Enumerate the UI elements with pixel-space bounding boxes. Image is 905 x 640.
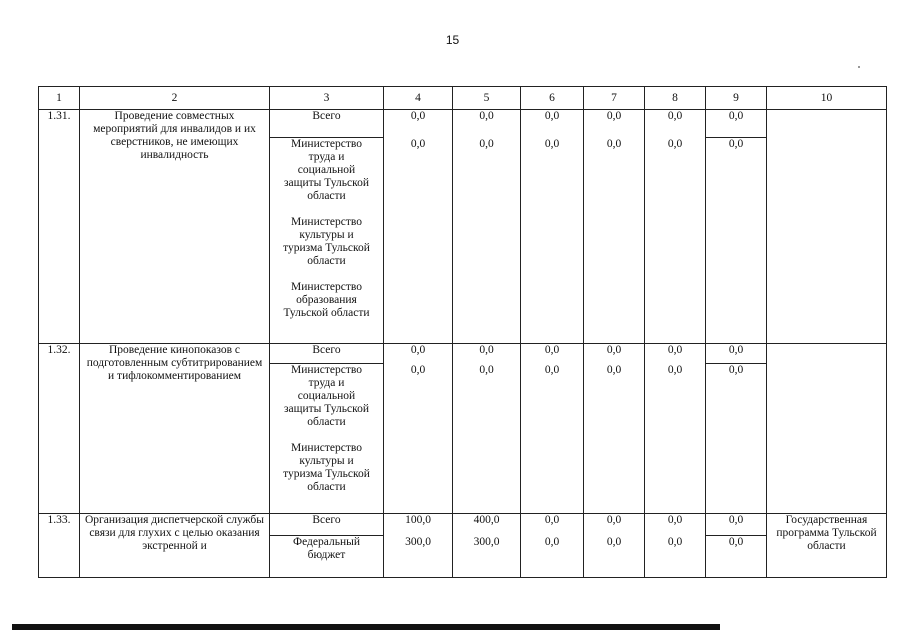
- table-row: [39, 344, 887, 364]
- value-cell: 0,0: [521, 138, 584, 344]
- header-cell: 2: [80, 87, 270, 110]
- executor-name: [273, 442, 380, 494]
- note-cell: [767, 344, 887, 514]
- value-cell: 0,0: [645, 514, 706, 536]
- value-cell: 0,0: [584, 110, 645, 138]
- header-cell: 5: [453, 87, 521, 110]
- executor-line: области: [307, 416, 346, 428]
- activity-name: Проведение кинопоказов с подготовленным субтитрированием и тифлокомментированием: [80, 344, 270, 514]
- header-cell: 10: [767, 87, 887, 110]
- value-cell: 0,0: [645, 138, 706, 344]
- value-cell: 0,0: [584, 514, 645, 536]
- row-number: 1.31.: [39, 110, 80, 344]
- value-cell: 0,0: [645, 364, 706, 514]
- executor-line: образования: [296, 294, 357, 306]
- value-cell: 0,0: [584, 364, 645, 514]
- value-cell: 100,0: [384, 514, 453, 536]
- executor-cell: [270, 138, 384, 344]
- value-cell: 0,0: [521, 110, 584, 138]
- executor-line: культуры и: [299, 229, 354, 241]
- executor-line: Федеральный: [293, 536, 360, 548]
- header-cell: 4: [384, 87, 453, 110]
- value-cell: 0,0: [645, 110, 706, 138]
- value-cell: 0,0: [453, 344, 521, 364]
- value-cell: 300,0: [384, 536, 453, 578]
- value-cell: 0,0: [584, 536, 645, 578]
- executor-line: социальной: [297, 390, 356, 402]
- page-number: 15: [445, 33, 460, 47]
- executor-line: области: [307, 481, 346, 493]
- executor-name: [273, 364, 380, 429]
- value-cell: 0,0: [384, 364, 453, 514]
- executor-line: области: [307, 255, 346, 267]
- executor-line: Министерство: [291, 364, 362, 376]
- scan-edge-bar: [12, 624, 720, 630]
- table-row: [39, 514, 887, 536]
- executor-line: труда и: [308, 377, 345, 389]
- executor-name: [273, 536, 380, 562]
- value-cell: 0,0: [706, 514, 767, 536]
- program-table: [38, 86, 887, 578]
- executor-line: культуры и: [299, 455, 354, 467]
- value-cell: 0,0: [521, 344, 584, 364]
- funding-total-label: Всего: [270, 110, 384, 138]
- header-cell: 1: [39, 87, 80, 110]
- note-cell: Государственная программа Тульской области: [767, 514, 887, 578]
- header-cell: 7: [584, 87, 645, 110]
- value-cell: 0,0: [706, 536, 767, 578]
- executor-cell: [270, 536, 384, 578]
- executor-line: Министерство: [291, 138, 362, 150]
- value-cell: 300,0: [453, 536, 521, 578]
- value-cell: 0,0: [384, 138, 453, 344]
- header-cell: 8: [645, 87, 706, 110]
- header-cell: 6: [521, 87, 584, 110]
- note-cell: [767, 110, 887, 344]
- executor-line: туризма Тульской: [283, 242, 370, 254]
- executor-line: труда и: [308, 151, 345, 163]
- value-cell: 0,0: [706, 138, 767, 344]
- value-cell: 0,0: [584, 138, 645, 344]
- executor-line: Министерство: [291, 442, 362, 454]
- executor-line: Министерство: [291, 281, 362, 293]
- activity-name: Организация диспетчерской службы связи для глухих с целью оказания экстренной и: [80, 514, 270, 578]
- value-cell: 0,0: [453, 138, 521, 344]
- header-cell: 9: [706, 87, 767, 110]
- row-number: 1.33.: [39, 514, 80, 578]
- executor-name: [273, 216, 380, 268]
- value-cell: 0,0: [384, 110, 453, 138]
- executor-line: бюджет: [307, 549, 346, 561]
- executor-line: защиты Тульской: [284, 177, 369, 189]
- funding-total-label: Всего: [270, 514, 384, 536]
- activity-name: Проведение совместных мероприятий для инвалидов и их сверстников, не имеющих инвалидность: [80, 110, 270, 344]
- executor-name: [273, 281, 380, 320]
- value-cell: 0,0: [521, 364, 584, 514]
- table-row: [39, 110, 887, 138]
- value-cell: 0,0: [706, 364, 767, 514]
- header-cell: 3: [270, 87, 384, 110]
- value-cell: 0,0: [384, 344, 453, 364]
- value-cell: 400,0: [453, 514, 521, 536]
- header-row: [39, 87, 887, 110]
- value-cell: 0,0: [584, 344, 645, 364]
- executor-line: Тульской области: [283, 307, 370, 319]
- scan-speck: [858, 66, 860, 68]
- value-cell: 0,0: [706, 344, 767, 364]
- executor-line: защиты Тульской: [284, 403, 369, 415]
- value-cell: 0,0: [645, 536, 706, 578]
- executor-line: Министерство: [291, 216, 362, 228]
- executor-cell: [270, 364, 384, 514]
- value-cell: 0,0: [706, 110, 767, 138]
- value-cell: 0,0: [521, 536, 584, 578]
- executor-name: [273, 138, 380, 203]
- row-number: 1.32.: [39, 344, 80, 514]
- executor-line: туризма Тульской: [283, 468, 370, 480]
- value-cell: 0,0: [453, 364, 521, 514]
- funding-total-label: Всего: [270, 344, 384, 364]
- value-cell: 0,0: [521, 514, 584, 536]
- executor-line: области: [307, 190, 346, 202]
- value-cell: 0,0: [453, 110, 521, 138]
- executor-line: социальной: [297, 164, 356, 176]
- value-cell: 0,0: [645, 344, 706, 364]
